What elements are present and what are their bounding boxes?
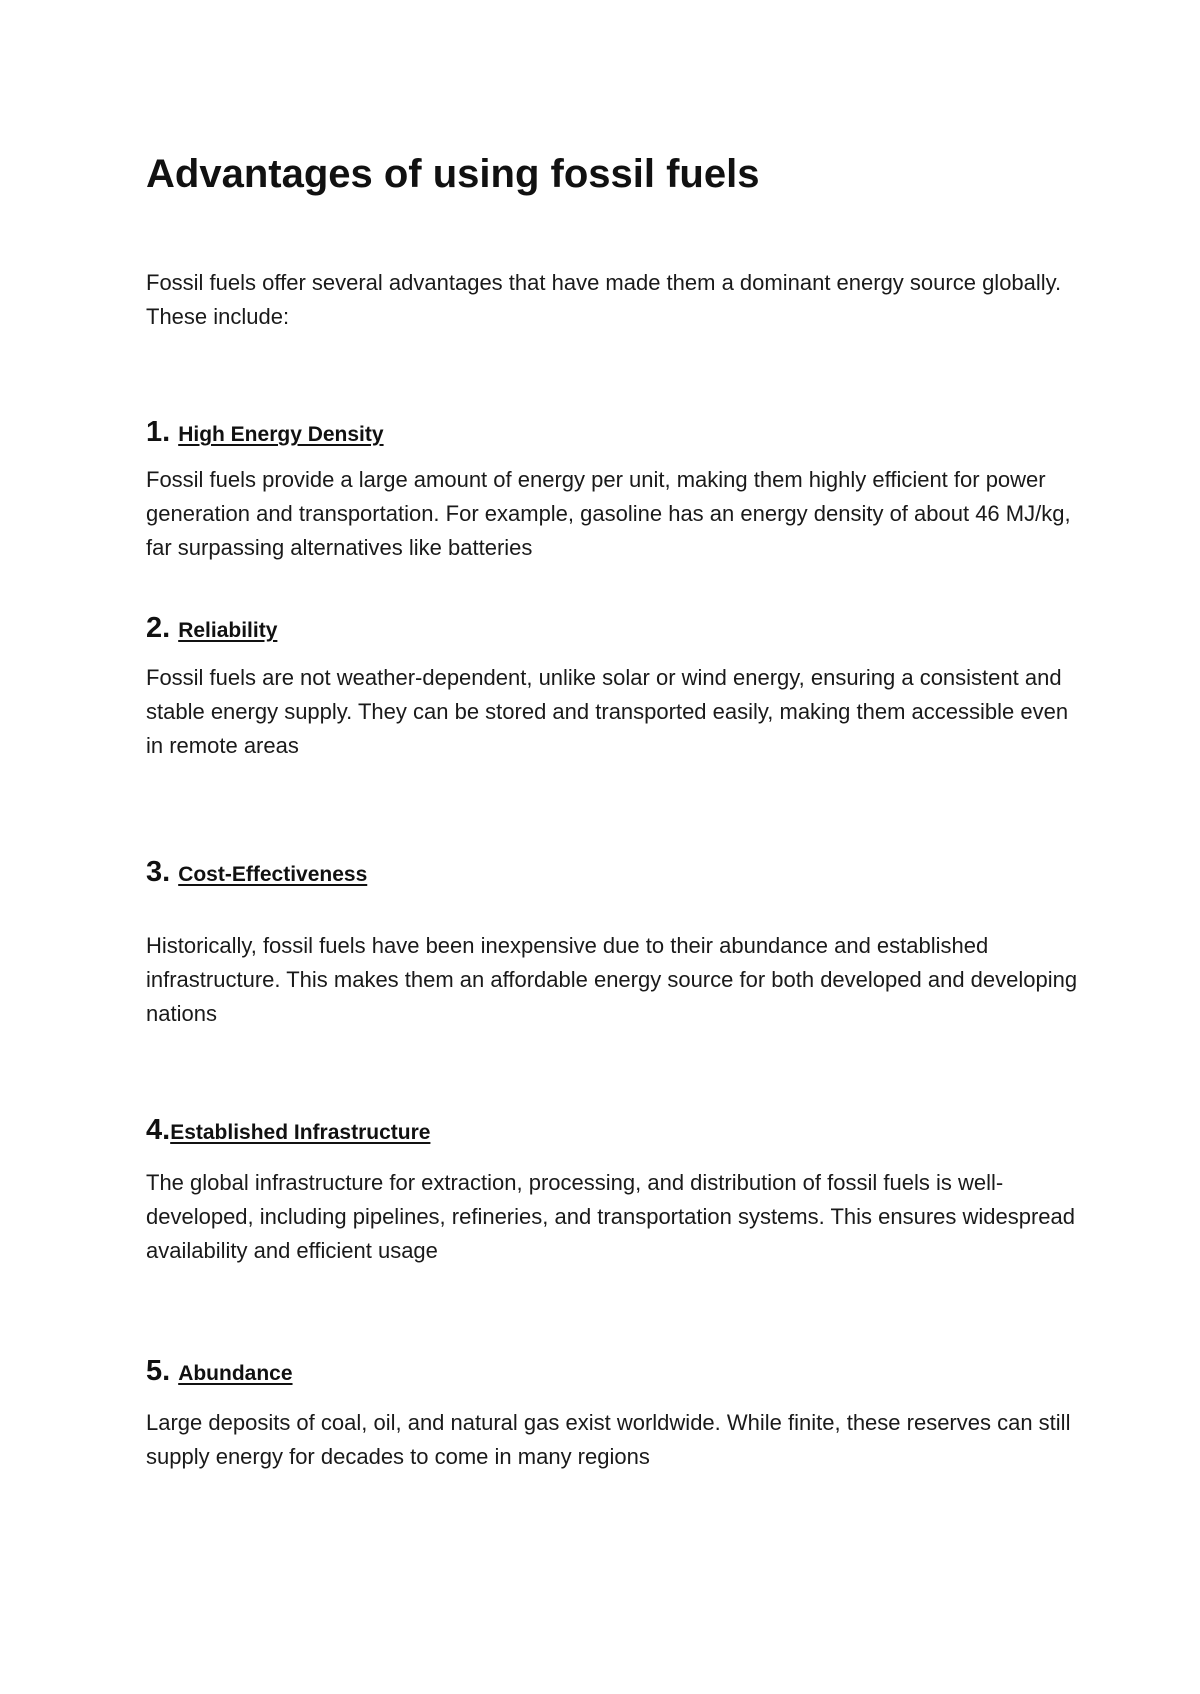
section-heading-label: Established Infrastructure xyxy=(170,1121,431,1144)
section-number: 1. xyxy=(146,416,171,448)
section-heading-4 xyxy=(146,1112,430,1151)
document-title: Advantages of using fossil fuels xyxy=(146,152,760,196)
intro-paragraph: Fossil fuels offer several advantages that have made them a dominant energy source globally. These include: xyxy=(146,270,1062,329)
section-heading-label: Reliability xyxy=(178,619,278,642)
section-heading-label: High Energy Density xyxy=(178,423,384,446)
section-number: 3. xyxy=(146,856,171,888)
section-body-1: Fossil fuels provide a large amount of energy per unit, making them highly efficient for power generation and transportation. For example, gasoline has an energy density of about 46 MJ/kg, far surpassing alternatives like batteries xyxy=(146,467,1071,560)
section-number: 2. xyxy=(146,612,171,644)
section-heading-3 xyxy=(146,854,367,893)
section-number: 4. xyxy=(146,1114,171,1146)
section-heading-label: Abundance xyxy=(178,1362,293,1385)
section-heading-1 xyxy=(146,414,384,453)
section-body-5: Large deposits of coal, oil, and natural gas exist worldwide. While finite, these reserves can still supply energy for decades to come in many regions xyxy=(146,1410,1071,1469)
section-heading-2 xyxy=(146,610,277,649)
section-heading-5 xyxy=(146,1353,293,1392)
section-body-4: The global infrastructure for extraction, processing, and distribution of fossil fuels is well-developed, including pipelines, refineries, and transportation systems. This ensures widespread availability and efficient usage xyxy=(146,1170,1076,1263)
section-heading-label: Cost-Effectiveness xyxy=(178,863,368,886)
section-number: 5. xyxy=(146,1355,171,1387)
section-body-3: Historically, fossil fuels have been inexpensive due to their abundance and established infrastructure. This makes them an affordable energy source for both developed and developing nations xyxy=(146,933,1078,1026)
section-body-2: Fossil fuels are not weather-dependent, unlike solar or wind energy, ensuring a consistent and stable energy supply. They can be stored and transported easily, making them accessible even in remote areas xyxy=(146,665,1069,758)
